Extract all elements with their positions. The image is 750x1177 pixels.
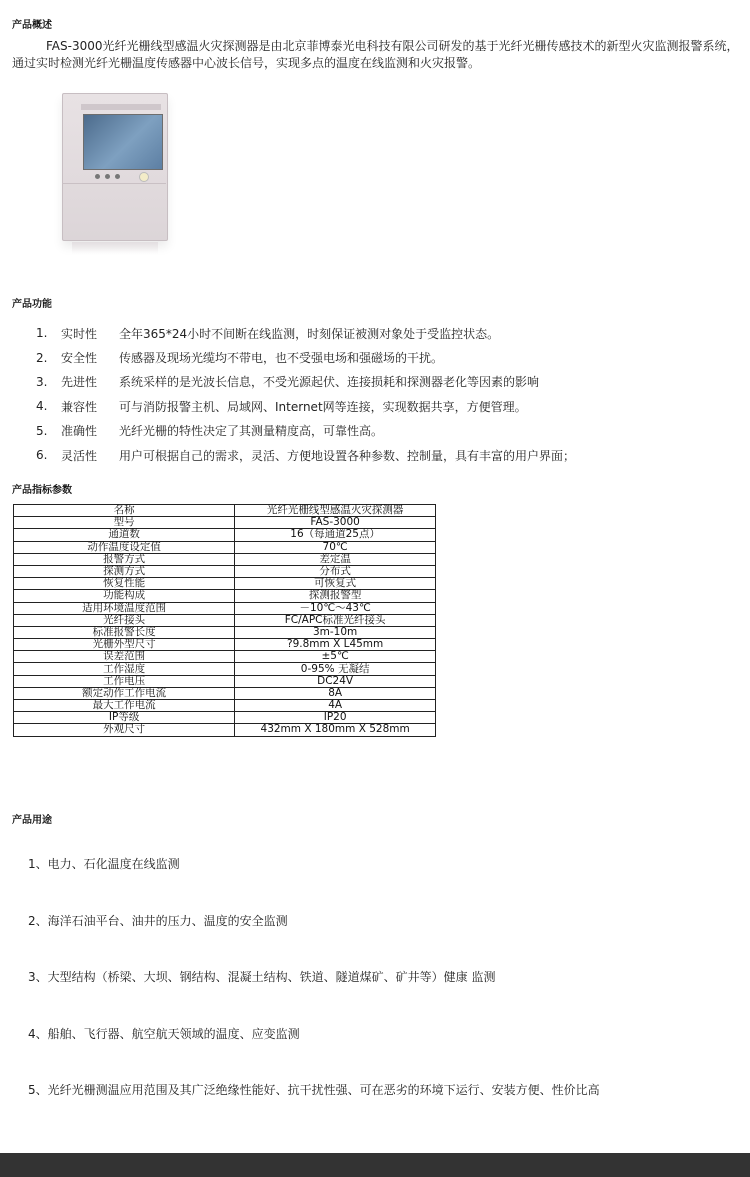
table-row: 最大工作电流 4A — [14, 700, 436, 712]
fire-detector-device-image — [52, 87, 166, 255]
overview-heading: 产品概述 — [12, 20, 52, 31]
spec-table — [13, 504, 436, 737]
table-row: 型号 FAS-3000 — [14, 517, 436, 529]
device-reflection — [72, 242, 158, 254]
table-row: 适用环境温度范围 －10℃～43℃ — [14, 602, 436, 614]
table-row: 工作电压 DC24V — [14, 675, 436, 687]
function-item: 6. 灵活性 用户可根据自己的需求，灵活、方便地设置各种参数、控制量，具有丰富的用户界面； — [36, 448, 576, 463]
usage-item: 3、大型结构（桥梁、大坝、钢结构、混凝土结构、铁道、隧道煤矿、矿井等）健康 监测 — [28, 970, 496, 984]
usage-item: 2、海洋石油平台、油井的压力、温度的安全监测 — [28, 914, 288, 928]
table-row: 报警方式 差定温 — [14, 553, 436, 565]
spec-heading: 产品指标参数 — [12, 485, 72, 496]
usage-item: 5、光纤光栅测温应用范围及其广泛绝缘性能好、抗干扰性强、可在恶劣的环境下运行、安装方便、性价比高 — [28, 1083, 600, 1097]
device-lower-panel — [62, 183, 166, 240]
footer-bar — [0, 1153, 750, 1177]
function-item: 4. 兼容性 可与消防报警主机、局域网、Internet网等连接，实现数据共享，方便管理。 — [36, 399, 527, 414]
device-button — [115, 174, 120, 179]
function-item: 3. 先进性 系统采样的是光波长信息，不受光源起伏、连接损耗和探测器老化等因素的影响 — [36, 374, 540, 390]
table-row: 恢复性能 可恢复式 — [14, 578, 436, 590]
usage-item: 4、船舶、飞行器、航空航天领域的温度、应变监测 — [28, 1027, 300, 1041]
table-row: 标准报警长度 3m-10m — [14, 626, 436, 638]
table-row: 名称 光纤光栅线型感温火灾探测器 — [14, 505, 436, 517]
overview-paragraph: FAS-3000光纤光栅线型感温火灾探测器是由北京菲博泰光电科技有限公司研发的基于光纤光栅传感技术的新型火灾监测报警系统，通过实时检测光纤光栅温度传感器中心波长信号，实现多点的温度在线监测和火灾报警。 — [12, 39, 739, 70]
device-screen — [83, 114, 163, 170]
device-button — [95, 174, 100, 179]
table-row: 动作温度设定值 70℃ — [14, 541, 436, 553]
table-row: 功能构成 探测报警型 — [14, 590, 436, 602]
table-row: 通道数 16（每通道25点） — [14, 529, 436, 541]
table-row: 外观尺寸 432mm X 180mm X 528mm — [14, 724, 436, 736]
table-row: 光纤接头 FC/APC标准光纤接头 — [14, 614, 436, 626]
table-row: 误差范围 ±5℃ — [14, 651, 436, 663]
function-item: 2. 安全性 传感器及现场光缆均不带电，也不受强电场和强磁场的干扰。 — [36, 350, 444, 366]
device-knob — [139, 172, 149, 182]
usage-item: 1、电力、石化温度在线监测 — [28, 857, 180, 871]
device-button — [105, 174, 110, 179]
table-row: 探测方式 分布式 — [14, 565, 436, 577]
table-row: 工作湿度 0-95% 无凝结 — [14, 663, 436, 675]
table-row: IP等级 IP20 — [14, 712, 436, 724]
table-row: 额定动作工作电流 8A — [14, 687, 436, 699]
function-heading: 产品功能 — [12, 299, 52, 310]
table-row: 光栅外型尺寸 ?9.8mm X L45mm — [14, 639, 436, 651]
device-title-strip — [81, 104, 161, 110]
function-item: 1. 实时性 全年365*24小时不间断在线监测，时刻保证被测对象处于受监控状态。 — [36, 326, 500, 341]
function-item: 5. 准确性 光纤光栅的特性决定了其测量精度高，可靠性高。 — [36, 423, 384, 439]
function-list — [36, 321, 575, 467]
usage-heading: 产品用途 — [12, 815, 52, 826]
